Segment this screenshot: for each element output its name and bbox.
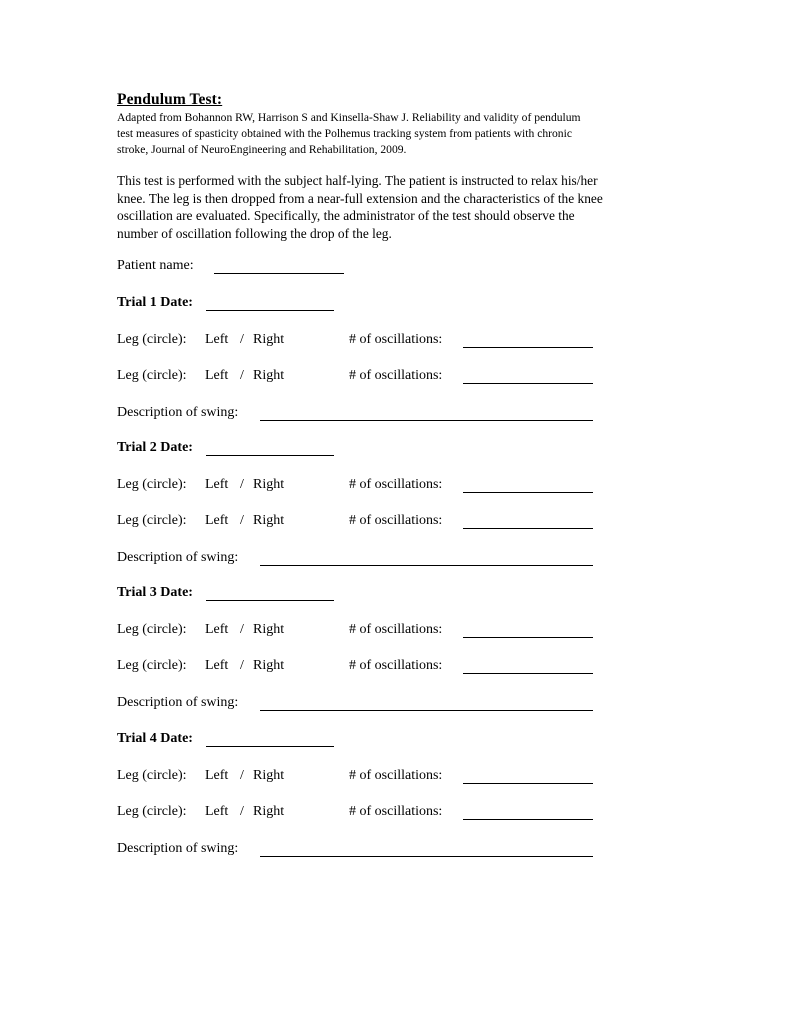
patient-name-field[interactable] [214,273,344,274]
right-option[interactable]: Right [253,621,285,637]
citation [117,110,697,158]
oscillations-field[interactable] [463,383,593,384]
oscillations-label: # of oscillations: [349,658,443,673]
oscillations-label: # of oscillations: [349,368,443,383]
oscillations-label: # of oscillations: [349,513,443,528]
left-option[interactable]: Left [205,621,229,637]
oscillations-field[interactable] [463,673,593,674]
leg-row [117,477,597,497]
intro-line: oscillation are evaluated. Specifically, the administrator of the test should observe the [117,208,575,223]
leg-row [117,622,597,642]
trial-1-date-field[interactable] [206,310,334,311]
trial-1-date-label: Trial 1 Date: [117,295,193,310]
oscillations-label: # of oscillations: [349,476,443,492]
citation-line: Adapted from Bohannon RW, Harrison S and Kinsella-Shaw J. Reliability and validity of pendulum [117,111,581,124]
oscillations-label: # of oscillations: [349,767,443,783]
leg-label: Leg (circle): [117,804,187,819]
leg-label: Leg (circle): [117,767,187,783]
right-option[interactable]: Right [253,658,285,673]
description-label: Description of swing: [117,694,239,710]
oscillations-label: # of oscillations: [349,331,443,347]
description-field[interactable] [260,856,593,857]
form-title: Pendulum Test: [117,91,223,108]
oscillations-field[interactable] [463,347,593,348]
left-option[interactable]: Left [205,368,229,383]
leg-label: Leg (circle): [117,476,187,492]
slash-separator: / [240,804,244,819]
right-option[interactable]: Right [253,331,285,347]
intro-line: This test is performed with the subject half-lying. The patient is instructed to relax his/her [117,173,598,188]
oscillations-field[interactable] [463,492,593,493]
leg-label: Leg (circle): [117,368,187,383]
trial-3-date-field[interactable] [206,600,334,601]
oscillations-field[interactable] [463,819,593,820]
slash-separator: / [240,368,244,383]
leg-row [117,768,597,788]
description-field[interactable] [260,420,593,421]
description-field[interactable] [260,565,593,566]
slash-separator: / [240,476,244,492]
left-option[interactable]: Left [205,767,229,783]
leg-row [117,332,597,352]
leg-label: Leg (circle): [117,513,187,528]
oscillations-field[interactable] [463,528,593,529]
description-field[interactable] [260,710,593,711]
leg-label: Leg (circle): [117,621,187,637]
description-label: Description of swing: [117,404,239,420]
slash-separator: / [240,513,244,528]
left-option[interactable]: Left [205,658,229,673]
right-option[interactable]: Right [253,513,285,528]
intro-line: number of oscillation following the drop of the leg. [117,225,392,241]
citation-line: test measures of spasticity obtained with the Polhemus tracking system from patients with chronic [117,127,572,140]
trial-3-date-label: Trial 3 Date: [117,585,193,600]
right-option[interactable]: Right [253,804,285,819]
citation-line: stroke, Journal of NeuroEngineering and Rehabilitation, 2009. [117,143,407,156]
slash-separator: / [240,658,244,673]
trial-2-date-field[interactable] [206,455,334,456]
right-option[interactable]: Right [253,476,285,492]
trial-2-date-label: Trial 2 Date: [117,440,193,455]
leg-row [117,658,597,678]
right-option[interactable]: Right [253,368,285,383]
slash-separator: / [240,621,244,637]
leg-label: Leg (circle): [117,331,187,347]
left-option[interactable]: Left [205,331,229,347]
oscillations-field[interactable] [463,783,593,784]
oscillations-label: # of oscillations: [349,621,443,637]
intro-paragraph [117,172,707,242]
left-option[interactable]: Left [205,476,229,492]
slash-separator: / [240,331,244,347]
description-label: Description of swing: [117,549,239,565]
slash-separator: / [240,767,244,783]
oscillations-label: # of oscillations: [349,804,443,819]
trial-4-date-label: Trial 4 Date: [117,731,193,746]
left-option[interactable]: Left [205,513,229,528]
intro-line: knee. The leg is then dropped from a near-full extension and the characteristics of the knee [117,190,603,206]
left-option[interactable]: Left [205,804,229,819]
right-option[interactable]: Right [253,767,285,783]
description-label: Description of swing: [117,840,239,856]
trial-4-date-field[interactable] [206,746,334,747]
leg-row [117,804,597,824]
patient-name-label: Patient name: [117,258,194,273]
leg-row [117,368,597,388]
leg-label: Leg (circle): [117,658,187,673]
leg-row [117,513,597,533]
oscillations-field[interactable] [463,637,593,638]
